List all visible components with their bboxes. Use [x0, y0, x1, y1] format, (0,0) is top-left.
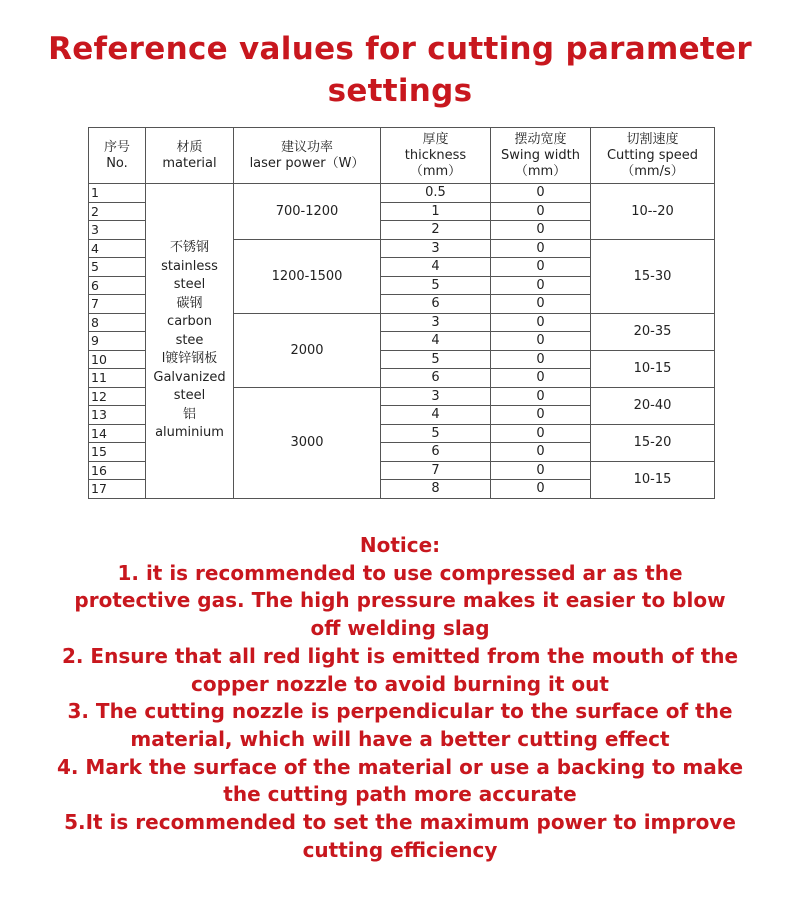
header-power-en: laser power（W） [249, 155, 365, 171]
title-line-1: Reference values for cutting parameter [48, 31, 752, 67]
page-title [0, 28, 800, 112]
cutting-parameters-table [88, 127, 715, 499]
thickness-cell: 6 [381, 443, 491, 462]
material-line: aluminium [155, 425, 224, 440]
header-material-en: material [162, 155, 217, 171]
header-no [89, 128, 146, 184]
thickness-cell: 4 [381, 258, 491, 277]
row-number: 2 [89, 202, 146, 221]
row-number: 16 [89, 461, 146, 480]
header-no-en: No. [106, 155, 128, 171]
power-cell: 700-1200 [234, 184, 381, 240]
power-cell: 1200-1500 [234, 239, 381, 313]
row-number: 5 [89, 258, 146, 277]
material-line: l镀锌钢板 [161, 351, 218, 366]
header-thickness-zh: 厚度 [422, 131, 449, 147]
header-speed-unit: （mm/s） [621, 163, 684, 179]
speed-cell: 10-15 [591, 350, 715, 387]
power-cell: 3000 [234, 387, 381, 498]
row-number: 15 [89, 443, 146, 462]
notice-section [0, 532, 800, 864]
notice-line: 2. Ensure that all red light is emitted from the mouth of the [61, 643, 739, 668]
notice-heading: Notice: [359, 533, 441, 557]
swing-cell: 0 [491, 387, 591, 406]
thickness-cell: 2 [381, 221, 491, 240]
header-speed-zh: 切割速度 [626, 131, 679, 147]
row-number: 11 [89, 369, 146, 388]
material-cell [146, 184, 234, 499]
swing-cell: 0 [491, 239, 591, 258]
speed-cell: 15-20 [591, 424, 715, 461]
swing-cell: 0 [491, 424, 591, 443]
thickness-cell: 3 [381, 387, 491, 406]
thickness-cell: 1 [381, 202, 491, 221]
material-line: stainless [161, 258, 218, 274]
row-number: 1 [89, 184, 146, 203]
notice-line: copper nozzle to avoid burning it out [191, 671, 609, 696]
header-thickness [381, 128, 491, 184]
header-cutting-speed [591, 128, 715, 184]
thickness-cell: 5 [381, 424, 491, 443]
notice-line: cutting efficiency [302, 837, 498, 862]
row-number: 12 [89, 387, 146, 406]
notice-line: off welding slag [310, 616, 490, 641]
header-thickness-unit: （mm） [409, 163, 462, 179]
header-swing-en: Swing width [501, 147, 580, 163]
swing-cell: 0 [491, 313, 591, 332]
swing-cell: 0 [491, 406, 591, 425]
row-number: 14 [89, 424, 146, 443]
thickness-cell: 5 [381, 350, 491, 369]
header-no-zh: 序号 [103, 139, 130, 155]
row-number: 6 [89, 276, 146, 295]
material-line: 铝 [182, 406, 196, 422]
header-laser-power [234, 128, 381, 184]
thickness-cell: 6 [381, 295, 491, 314]
speed-cell: 20-40 [591, 387, 715, 424]
speed-cell: 10--20 [591, 184, 715, 240]
row-number: 3 [89, 221, 146, 240]
power-cell: 2000 [234, 313, 381, 387]
header-thickness-en: thickness [404, 147, 467, 163]
row-number: 13 [89, 406, 146, 425]
row-number: 7 [89, 295, 146, 314]
thickness-cell: 5 [381, 276, 491, 295]
speed-cell: 20-35 [591, 313, 715, 350]
swing-cell: 0 [491, 350, 591, 369]
row-number: 8 [89, 313, 146, 332]
title-line-2: settings [327, 73, 473, 109]
notice-line: the cutting path more accurate [223, 782, 577, 807]
swing-cell: 0 [491, 480, 591, 499]
header-swing-unit: （mm） [514, 163, 567, 179]
header-material-zh: 材质 [176, 139, 203, 155]
swing-cell: 0 [491, 258, 591, 277]
speed-cell: 10-15 [591, 461, 715, 498]
thickness-cell: 3 [381, 313, 491, 332]
swing-cell: 0 [491, 221, 591, 240]
row-number: 9 [89, 332, 146, 351]
thickness-cell: 8 [381, 480, 491, 499]
header-material [146, 128, 234, 184]
notice-line: 5.It is recommended to set the maximum power to improve [64, 810, 736, 835]
swing-cell: 0 [491, 332, 591, 351]
swing-cell: 0 [491, 276, 591, 295]
thickness-cell: 4 [381, 406, 491, 425]
header-speed-en: Cutting speed [606, 147, 699, 163]
swing-cell: 0 [491, 295, 591, 314]
swing-cell: 0 [491, 202, 591, 221]
row-number: 4 [89, 239, 146, 258]
row-number: 17 [89, 480, 146, 499]
row-number: 10 [89, 350, 146, 369]
material-line: steel [173, 388, 206, 403]
material-line: steel [173, 277, 206, 292]
swing-cell: 0 [491, 369, 591, 388]
thickness-cell: 6 [381, 369, 491, 388]
notice-line: 1. it is recommended to use compressed ar as the [117, 560, 683, 585]
material-line: 碳钢 [176, 295, 203, 311]
material-line: stee [175, 332, 204, 348]
table-row [89, 184, 715, 203]
material-line: Galvanized [153, 369, 226, 385]
material-line: carbon [167, 314, 212, 329]
header-swing-width [491, 128, 591, 184]
thickness-cell: 7 [381, 461, 491, 480]
thickness-cell: 0.5 [381, 184, 491, 203]
notice-line: material, which will have a better cutting effect [130, 726, 670, 751]
thickness-cell: 4 [381, 332, 491, 351]
header-power-zh: 建议功率 [280, 139, 333, 155]
swing-cell: 0 [491, 184, 591, 203]
material-line: 不锈钢 [169, 240, 209, 255]
swing-cell: 0 [491, 443, 591, 462]
notice-line: 3. The cutting nozzle is perpendicular to the surface of the [67, 699, 733, 724]
speed-cell: 15-30 [591, 239, 715, 313]
notice-line: 4. Mark the surface of the material or use a backing to make [56, 754, 744, 779]
header-swing-zh: 摆动宽度 [514, 131, 567, 147]
swing-cell: 0 [491, 461, 591, 480]
notice-line: protective gas. The high pressure makes it easier to blow [74, 588, 726, 613]
table-header-row [89, 128, 715, 184]
thickness-cell: 3 [381, 239, 491, 258]
